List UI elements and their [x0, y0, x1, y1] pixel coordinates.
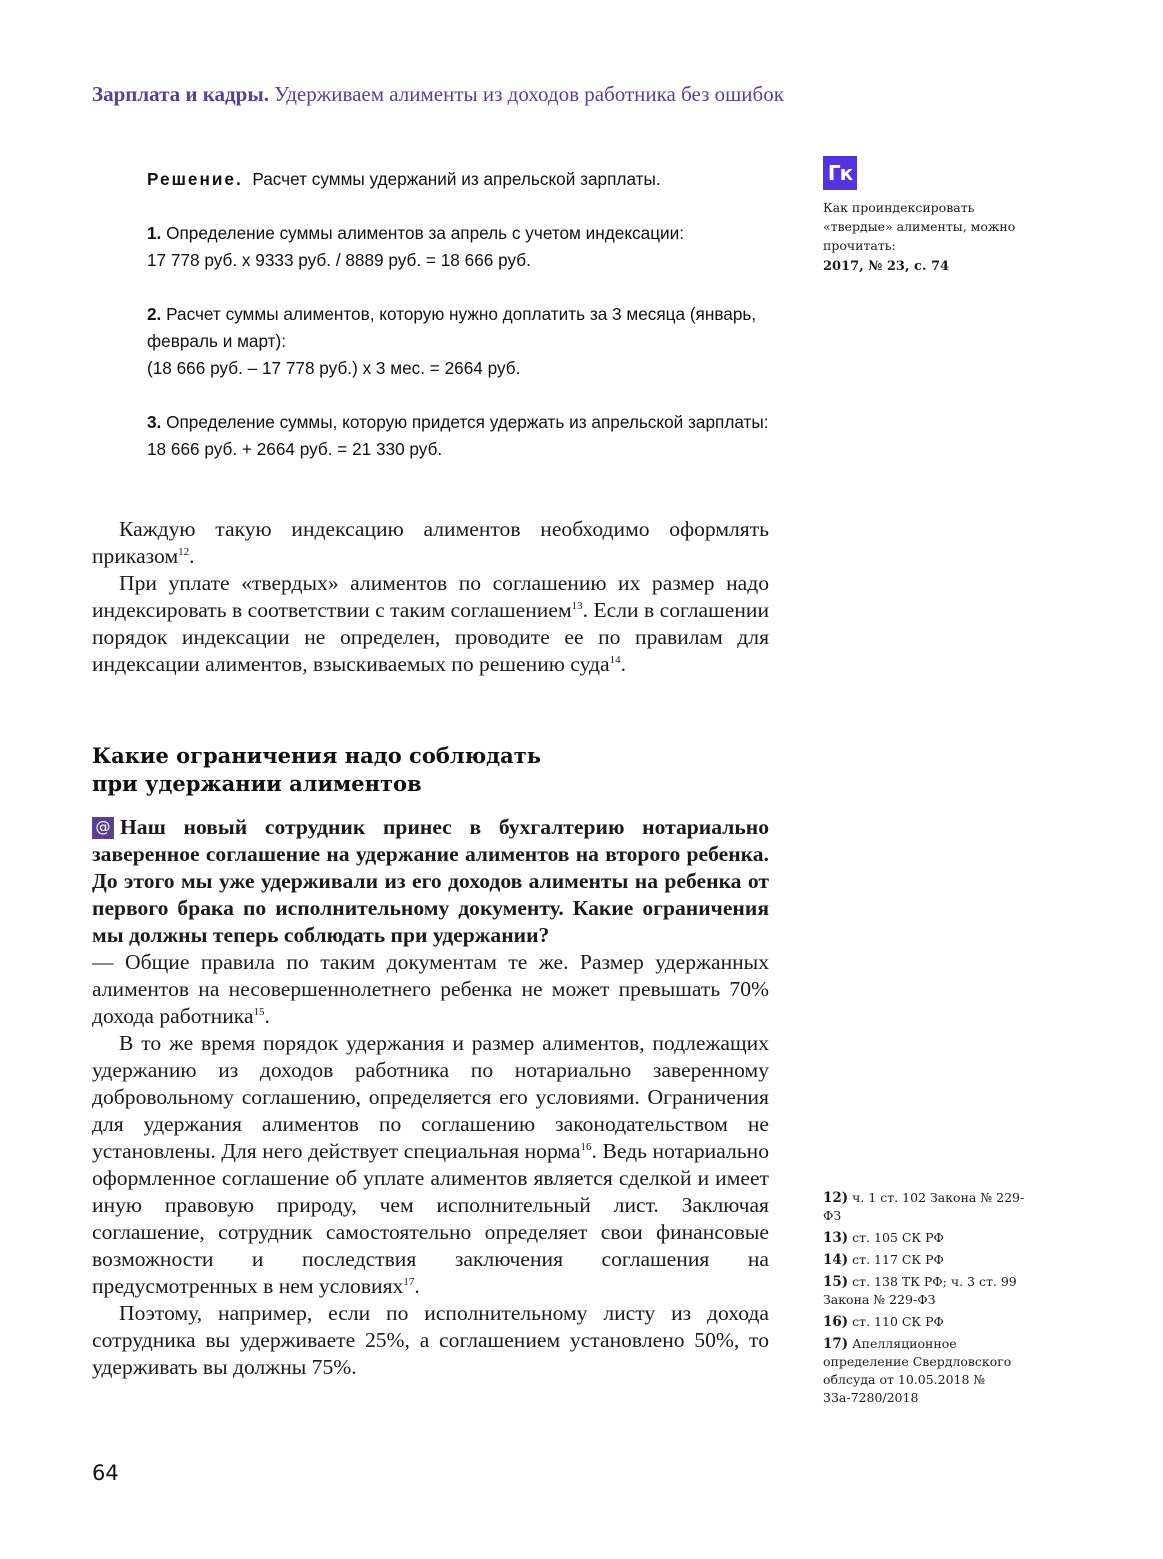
step-formula: 17 778 руб. х 9333 руб. / 8889 руб. = 18 666 руб.: [147, 250, 531, 270]
paragraph: Поэтому, например, если по исполнительному листу из дохода сотрудника вы удерживаете 25%, а соглашением установлено 50%, то удерживать вы должны 75%.: [92, 1301, 769, 1379]
answer-text: — Общие правила по таким документам те же. Размер удержанных алиментов на несовершеннолетнего ребенка не может превышать 70% дохода работника: [92, 950, 769, 1028]
footnote-text: ст. 105 СК РФ: [852, 1230, 944, 1245]
running-header: [92, 82, 784, 107]
body-text-top: [92, 516, 769, 678]
at-icon: @: [92, 817, 114, 839]
footnote-ref[interactable]: 14: [609, 654, 621, 666]
step-formula: (18 666 руб. – 17 778 руб.) х 3 мес. = 2664 руб.: [147, 358, 521, 378]
footnote-number: 17): [823, 1336, 849, 1352]
side-note: [823, 156, 1033, 276]
footnote-text: ст. 117 СК РФ: [852, 1252, 944, 1267]
footnote-ref[interactable]: 16: [580, 1141, 592, 1153]
paragraph-tail: .: [414, 1274, 420, 1298]
gk-logo-icon: Гк: [823, 156, 857, 190]
solution-box: [147, 166, 777, 490]
solution-step: [147, 220, 777, 274]
solution-label: Решение.: [147, 169, 243, 189]
side-note-text: Как проиндексировать «твердые» алименты, можно прочитать:: [823, 200, 1016, 253]
step-formula: 18 666 руб. + 2664 руб. = 21 330 руб.: [147, 439, 443, 459]
footnote-number: 12): [823, 1190, 849, 1206]
paragraph-tail: .: [189, 544, 195, 568]
footnotes: [823, 1189, 1033, 1411]
footnote-text: ст. 110 СК РФ: [852, 1314, 944, 1329]
paragraph-text: При уплате «твердых» алиментов по соглашению их размер надо индексировать в соответствии с таким соглашением: [92, 571, 769, 622]
footnote-number: 15): [823, 1274, 849, 1290]
footnote-text: Апелляционное определение Свердловского облсуда от 10.05.2018 № 33а-7280/2018: [823, 1336, 1012, 1405]
paragraph-text: Каждую такую индексацию алиментов необходимо оформлять приказом: [92, 517, 769, 568]
step-text: Расчет суммы алиментов, которую нужно доплатить за 3 месяца (январь, февраль и март):: [147, 304, 757, 351]
footnote-ref[interactable]: 13: [571, 600, 583, 612]
paragraph-text: В то же время порядок удержания и размер алиментов, подлежащих удержанию из доходов работника по нотариально заверенному добровольному соглашению, определяется его условиями. Ограничения для удержания алиментов по соглашению законодательством не установлены. Для него действует специальная норма: [92, 1031, 769, 1163]
step-number: 3.: [147, 412, 162, 432]
footnote-number: 16): [823, 1314, 849, 1330]
footnote-number: 14): [823, 1252, 849, 1268]
step-text: Определение суммы, которую придется удержать из апрельской зарплаты:: [166, 412, 769, 432]
paragraph-text: . Ведь нотариально оформленное соглашение об уплате алиментов является сделкой и имеет иную правовую природу, чем исполнительный лист. Заключая соглашение, сотрудник самостоятельно определяет свои финансовые возможности и последствия заключения соглашения на предусмотренных в нем условиях: [92, 1139, 769, 1298]
paragraph-text: . Если в соглашении порядок индексации не определен, проводите ее по правилам для индексации алиментов, взыскиваемых по решению суда: [92, 598, 770, 676]
paragraph-tail: .: [620, 652, 627, 676]
heading-line: при удержании алиментов: [92, 771, 422, 796]
footnote-ref[interactable]: 17: [403, 1276, 415, 1288]
reader-question: [92, 814, 769, 949]
footnote-ref[interactable]: 15: [253, 1006, 265, 1018]
paragraph: [92, 1030, 769, 1300]
footnote: [823, 1251, 1033, 1269]
solution-intro: [147, 166, 777, 193]
side-note-reference[interactable]: 2017, № 23, с. 74: [823, 259, 950, 274]
footnote-text: ч. 1 ст. 102 Закона № 229-ФЗ: [823, 1190, 1025, 1223]
paragraph: [92, 570, 769, 678]
footnote-text: ст. 138 ТК РФ; ч. 3 ст. 99 Закона № 229-ФЗ: [823, 1274, 1017, 1307]
header-title: Удерживаем алименты из доходов работника без ошибок: [274, 82, 784, 106]
header-section: Зарплата и кадры.: [92, 82, 270, 106]
paragraph-tail: .: [264, 1004, 270, 1028]
step-text: Определение суммы алиментов за апрель с учетом индексации:: [166, 223, 685, 243]
footnote: [823, 1229, 1033, 1247]
solution-step: [147, 301, 777, 382]
section-heading: [92, 742, 541, 798]
footnote: [823, 1335, 1033, 1407]
question-text: Наш новый сотрудник принес в бухгалтерию нотариально заверенное соглашение на удержание алиментов на второго ребенка. До этого мы уже удерживали из его доходов алименты на ребенка от первого брака по исполнительному документу. Какие ограничения мы должны теперь соблюдать при удержании?: [92, 815, 769, 947]
footnote: [823, 1273, 1033, 1309]
body-text-section2: [92, 814, 769, 1381]
footnote-ref[interactable]: 12: [178, 546, 190, 558]
step-number: 2.: [147, 304, 162, 324]
footnote: [823, 1189, 1033, 1225]
solution-intro-text: Расчет суммы удержаний из апрельской зарплаты.: [252, 169, 661, 189]
answer-paragraph: [92, 949, 769, 1030]
solution-step: [147, 409, 777, 463]
page-number: 64: [92, 1461, 119, 1485]
footnote-number: 13): [823, 1230, 849, 1246]
heading-line: Какие ограничения надо соблюдать: [92, 743, 542, 768]
footnote: [823, 1313, 1033, 1331]
paragraph: [92, 516, 769, 570]
step-number: 1.: [147, 223, 162, 243]
